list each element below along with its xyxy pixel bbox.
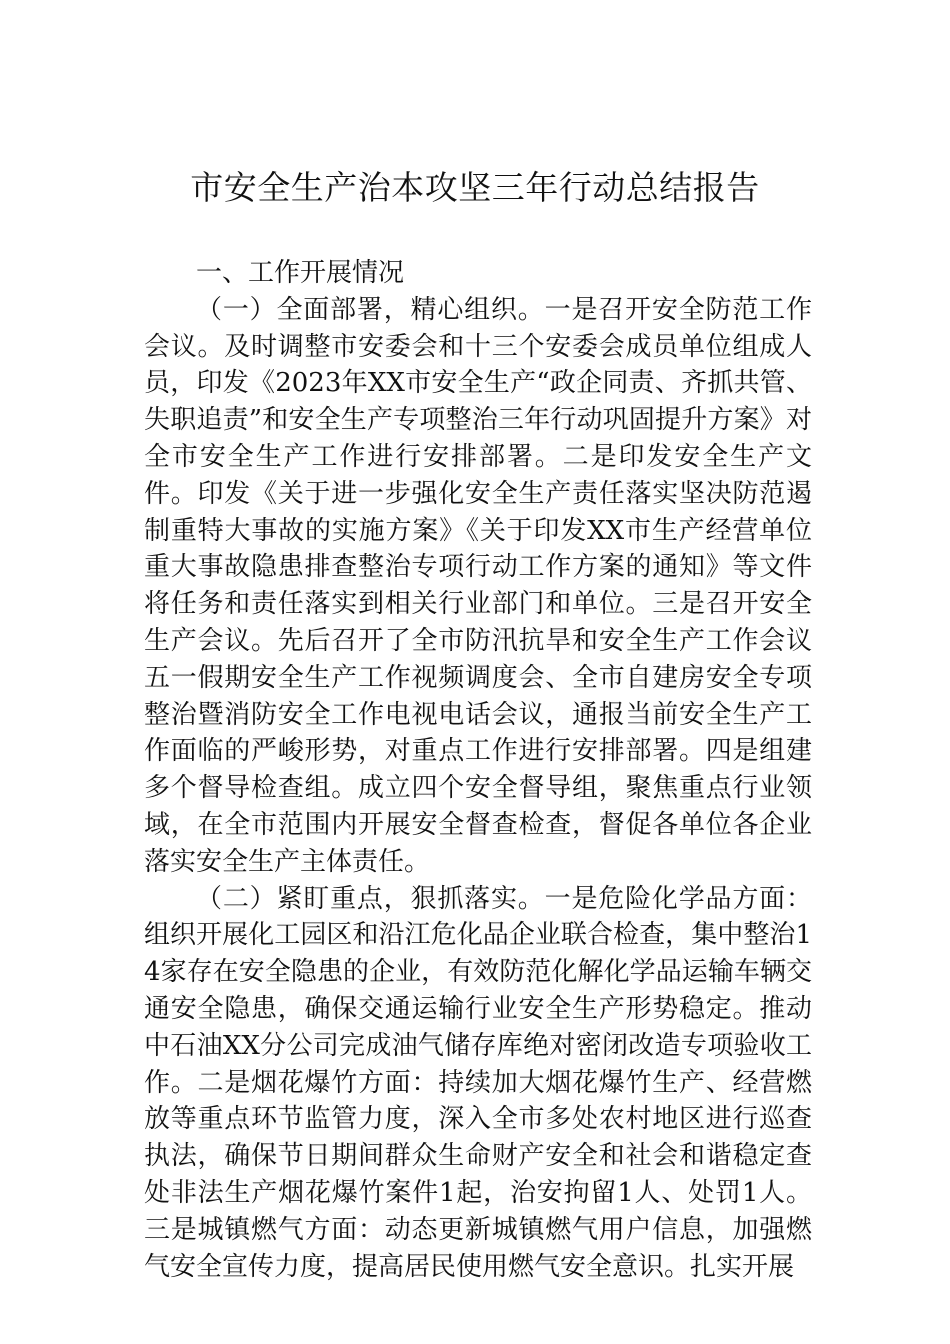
- paragraph-1: （一）全面部署，精心组织。一是召开安全防范工作会议。及时调整市安委会和十三个安委会成员单位组成人员，印发《2023年XX市安全生产“政企同责、齐抓共管、失职追责”和安全生产专项整治三年行动巩固提升方案》对全市安全生产工作进行安排部署。二是印发安全生产文件。印发《关于进一步强化安全生产责任落实坚决防范遏制重特大事故的实施方案》《关于印发XX市生产经营单位重大事故隐患排查整治专项行动工作方案的通知》等文件将任务和责任落实到相关行业部门和单位。三是召开安全生产会议。先后召开了全市防汛抗旱和安全生产工作会议五一假期安全生产工作视频调度会、全市自建房安全专项整治暨消防安全工作电视电话会议，通报当前安全生产工作面临的严峻形势，对重点工作进行安排部署。四是组建多个督导检查组。成立四个安全督导组，聚焦重点行业领域，在全市范围内开展安全督查检查，督促各单位各企业落实安全生产主体责任。: [144, 294, 812, 877]
- section-heading: 一、工作开展情况: [196, 258, 405, 288]
- document-title: 市安全生产治本攻坚三年行动总结报告: [190, 168, 760, 207]
- document-body: [144, 255, 812, 1285]
- paragraph-2: （二）紧盯重点，狠抓落实。一是危险化学品方面：组织开展化工园区和沿江危化品企业联合检查，集中整治14家存在安全隐患的企业，有效防范化解化学品运输车辆交通安全隐患，确保交通运输行业安全生产形势稳定。推动中石油XX分公司完成油气储存库绝对密闭改造专项验收工作。二是烟花爆竹方面：持续加大烟花爆竹生产、经营燃放等重点环节监管力度，深入全市多处农村地区进行巡查执法，确保节日期间群众生命财产安全和社会和谐稳定查处非法生产烟花爆竹案件1起，治安拘留1人、处罚1人。三是城镇燃气方面：动态更新城镇燃气用户信息，加强燃气安全宣传力度，提高居民使用燃气安全意识。扎实开展: [144, 883, 812, 1282]
